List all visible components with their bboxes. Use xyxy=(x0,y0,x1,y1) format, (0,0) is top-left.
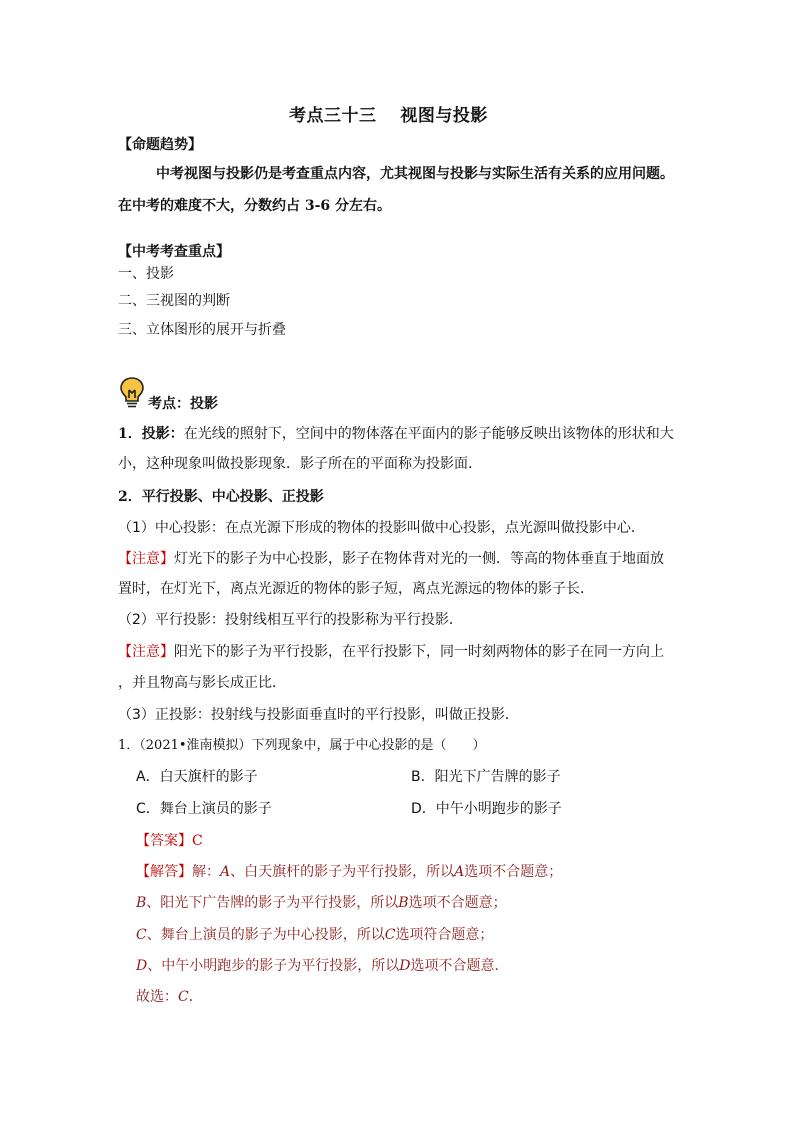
types-heading: 2．平行投影、中心投影、正投影 xyxy=(118,489,324,505)
definition-line-1 xyxy=(118,425,674,443)
solution-line-1 xyxy=(136,863,562,881)
focus-item-1: 一、投影 xyxy=(118,266,174,282)
note-2-line-1 xyxy=(118,643,664,661)
focus-item-3: 三、立体图形的展开与折叠 xyxy=(118,322,286,338)
solution-var: D xyxy=(399,958,411,974)
page-title: 考点三十三 视图与投影 xyxy=(289,106,488,126)
solution-text: 选项不合题意； xyxy=(408,895,507,911)
note-1-text: 灯光下的影子为中心投影，影子在物体背对光的一侧．等高的物体垂直于地面放 xyxy=(174,551,664,567)
question-stem: 1．（2021•淮南模拟）下列现象中，属于中心投影的是（ ） xyxy=(118,738,486,753)
solution-line-2 xyxy=(136,894,507,912)
final-choice xyxy=(136,988,203,1006)
option-b: B．阳光下广告牌的影子 xyxy=(411,769,561,785)
solution-text: 选项不合题意． xyxy=(410,958,509,974)
choice-var: C xyxy=(178,989,189,1005)
choice-suffix: ． xyxy=(188,989,203,1005)
solution-text: 、舞台上演员的影子为中心投影，所以 xyxy=(146,927,385,943)
option-a: A．白天旗杆的影子 xyxy=(136,769,258,785)
parallel-projection: （2）平行投影：投射线相互平行的投影称为平行投影． xyxy=(118,612,463,628)
solution-var: B xyxy=(136,895,147,911)
solution-var: A xyxy=(454,864,465,880)
orthographic-projection: （3）正投影：投射线与投影面垂直时的平行投影，叫做正投影． xyxy=(118,707,519,723)
focus-heading: 【中考考查重点】 xyxy=(118,244,230,260)
lightbulb-icon xyxy=(118,376,146,410)
section-label: 考点：投影 xyxy=(148,396,218,412)
definition-term: 1．投影： xyxy=(118,426,184,442)
solution-text: 、阳光下广告牌的影子为平行投影，所以 xyxy=(146,895,399,911)
solution-var: A xyxy=(220,864,231,880)
note-1-line-1 xyxy=(118,550,664,568)
option-c: C．舞台上演员的影子 xyxy=(136,801,272,817)
solution-text: 、中午小明跑步的影子为平行投影，所以 xyxy=(147,958,400,974)
solution-text: 、白天旗杆的影子为平行投影，所以 xyxy=(230,864,455,880)
choice-prefix: 故选： xyxy=(136,989,178,1005)
solution-var: C xyxy=(384,927,396,943)
definition-text: 在光线的照射下，空间中的物体落在平面内的影子能够反映出该物体的形状和大 xyxy=(183,426,674,442)
focus-item-2: 二、三视图的判断 xyxy=(118,293,230,309)
solution-prefix: 解： xyxy=(192,864,220,880)
solution-text: 选项不合题意； xyxy=(464,864,563,880)
note-2-text: 阳光下的影子为平行投影，在平行投影下，同一时刻两物体的影子在同一方向上 xyxy=(174,644,664,660)
solution-label: 【解答】 xyxy=(136,864,192,880)
answer-line xyxy=(136,832,203,850)
answer-value: C xyxy=(192,833,203,849)
solution-text: 选项符合题意； xyxy=(395,927,494,943)
note-2-line-2: ，并且物高与影长成正比． xyxy=(118,675,286,691)
solution-line-4 xyxy=(136,957,508,975)
trend-line-1: 中考视图与投影仍是考查重点内容，尤其视图与投影与实际生活有关系的应用问题。 xyxy=(156,166,674,182)
note-1-line-2: 置时，在灯光下，离点光源近的物体的影子短，离点光源远的物体的影子长． xyxy=(118,581,594,597)
solution-line-3 xyxy=(136,926,493,944)
trend-line-2: 在中考的难度不大，分数约占 3-6 分左右。 xyxy=(118,198,392,214)
trend-heading: 【命题趋势】 xyxy=(118,137,202,153)
solution-var: D xyxy=(136,958,148,974)
option-d: D．中午小明跑步的影子 xyxy=(411,801,562,817)
note-2-label: 【注意】 xyxy=(118,644,174,660)
note-1-label: 【注意】 xyxy=(118,551,174,567)
solution-var: C xyxy=(136,927,147,943)
answer-label: 【答案】 xyxy=(136,833,192,849)
center-projection: （1）中心投影：在点光源下形成的物体的投影叫做中心投影，点光源叫做投影中心． xyxy=(118,520,645,536)
definition-line-2: 小，这种现象叫做投影现象．影子所在的平面称为投影面． xyxy=(118,456,482,472)
solution-var: B xyxy=(398,895,409,911)
